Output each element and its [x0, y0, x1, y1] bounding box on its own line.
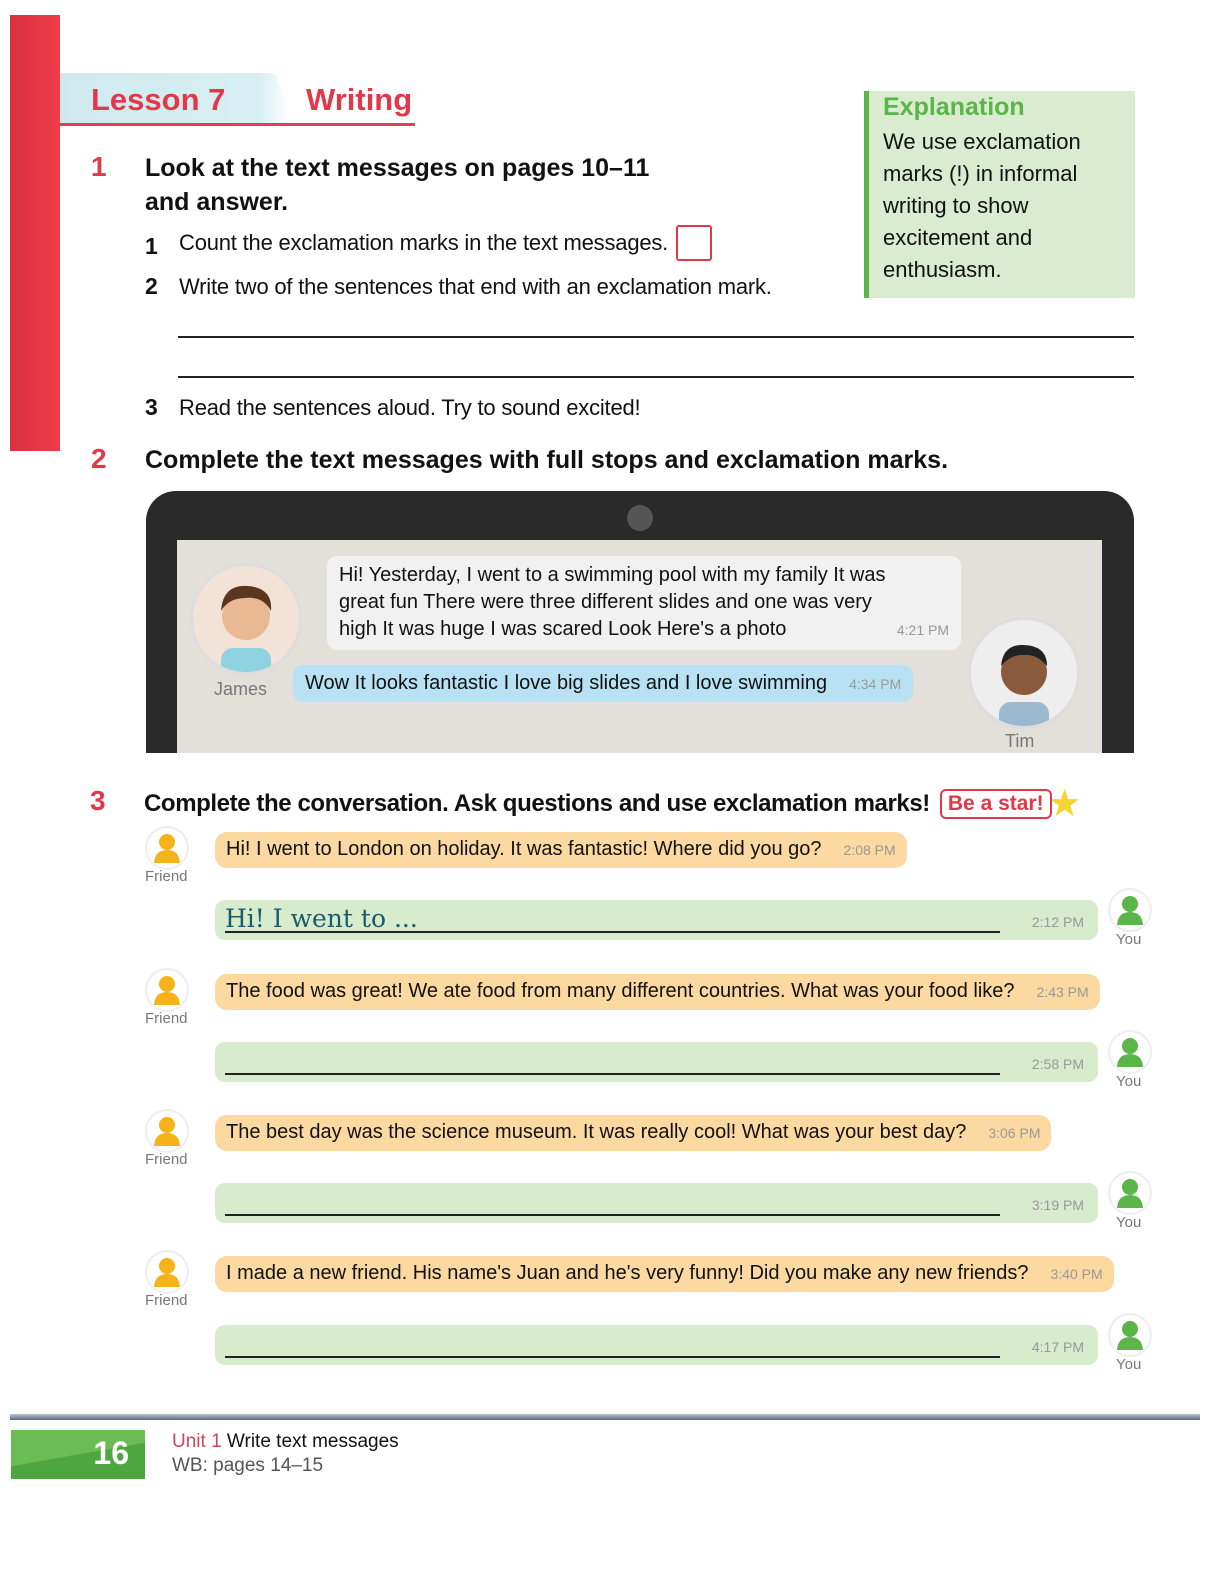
timestamp: 3:19 PM: [1031, 1197, 1084, 1213]
timestamp: 3:06 PM: [988, 1125, 1041, 1141]
exercise-number: 2: [91, 443, 107, 474]
timestamp: 3:40 PM: [1050, 1266, 1103, 1282]
your-reply-field[interactable]: [215, 1325, 1098, 1365]
message-text: I made a new friend. His name's Juan and he's very funny! Did you make any new friends?: [226, 1262, 1029, 1284]
explanation-text: [883, 126, 1121, 286]
timestamp: 2:43 PM: [1036, 984, 1089, 1000]
answer-line[interactable]: [178, 376, 1134, 378]
friend-avatar-icon: [145, 1109, 189, 1153]
answer-box[interactable]: [676, 225, 712, 261]
reply-text[interactable]: Hi! I went to ...: [225, 904, 418, 933]
friend-message-bubble: [215, 1256, 1114, 1292]
exercise-question: Look at the text messages on pages 10–11: [145, 154, 650, 182]
answer-line: [225, 1214, 1000, 1216]
your-reply-field[interactable]: [215, 1183, 1098, 1223]
timestamp: 4:21 PM: [896, 622, 949, 638]
page-title: Writing: [306, 82, 413, 117]
footer-rule: [10, 1414, 1200, 1420]
exercise-number: 1: [91, 151, 107, 182]
your-reply-field[interactable]: [215, 1042, 1098, 1082]
explanation-box: [864, 91, 1135, 298]
exercise-number: 3: [90, 785, 106, 816]
camera-icon: [627, 505, 653, 531]
message-bubble: [293, 665, 913, 702]
timestamp: 2:08 PM: [843, 842, 896, 858]
friend-avatar-icon: [145, 1250, 189, 1294]
message-text: The food was great! We ate food from many different countries. What was your food like?: [226, 980, 1015, 1002]
james-avatar: [190, 563, 302, 675]
item-text: Count the exclamation marks in the text messages.: [179, 230, 669, 255]
line: marks (!) in informal: [883, 161, 1078, 186]
answer-line[interactable]: [178, 336, 1134, 338]
exercise-question: and answer.: [145, 188, 289, 216]
item-number: 1: [145, 233, 158, 259]
unit-label: Unit 1: [172, 1431, 222, 1452]
message-bubble: [327, 556, 961, 650]
message-line: Hi! Yesterday, I went to a swimming pool with my family It was: [339, 564, 886, 586]
line: excitement and: [883, 225, 1033, 250]
answer-line: [225, 1356, 1000, 1358]
you-avatar-icon: [1108, 1030, 1152, 1074]
you-avatar-icon: [1108, 1313, 1152, 1357]
tim-avatar: [968, 617, 1080, 729]
you-label: You: [1116, 931, 1142, 948]
side-bar: [10, 15, 60, 451]
item-text: Read the sentences aloud. Try to sound excited!: [179, 395, 641, 420]
friend-label: Friend: [145, 1010, 188, 1027]
friend-message-bubble: [215, 974, 1100, 1010]
you-label: You: [1116, 1073, 1142, 1090]
page-number-tab: [11, 1430, 145, 1479]
message-line: great fun There were three different slides and one was very: [339, 591, 872, 613]
answer-line: [225, 1073, 1000, 1075]
friend-message-bubble: [215, 1115, 1051, 1151]
you-label: You: [1116, 1214, 1142, 1231]
james-label: James: [214, 679, 268, 699]
exercise-question: Complete the text messages with full stops and exclamation marks.: [145, 446, 949, 474]
item-text: Write two of the sentences that end with an exclamation mark.: [179, 274, 772, 299]
message-text: The best day was the science museum. It was really cool! What was your best day?: [226, 1121, 967, 1143]
exercise-3-heading: [144, 785, 1082, 823]
star-icon: ★: [1047, 783, 1082, 825]
line: We use exclamation: [883, 129, 1081, 154]
your-reply-field[interactable]: [215, 900, 1098, 940]
explanation-title: Explanation: [883, 93, 1025, 121]
friend-label: Friend: [145, 1292, 188, 1309]
lesson-label: Lesson 7: [91, 82, 226, 117]
badge-text: Be a star!: [947, 792, 1044, 815]
timestamp: 2:12 PM: [1031, 914, 1084, 930]
you-avatar-icon: [1108, 1171, 1152, 1215]
line: enthusiasm.: [883, 257, 1002, 282]
header-underline: [60, 123, 415, 126]
page-number: 16: [93, 1435, 129, 1471]
line: writing to show: [883, 193, 1029, 218]
message-text: Hi! I went to London on holiday. It was fantastic! Where did you go?: [226, 838, 822, 860]
friend-message-bubble: [215, 832, 907, 868]
item-number: 2: [145, 273, 158, 299]
unit-title: Write text messages: [226, 1431, 399, 1452]
timestamp: 2:58 PM: [1031, 1056, 1084, 1072]
be-a-star-badge: [940, 789, 1052, 819]
workbook-ref: WB: pages 14–15: [172, 1455, 324, 1476]
timestamp: 4:17 PM: [1031, 1339, 1084, 1355]
message-text: Wow It looks fantastic I love big slides and I love swimming: [305, 672, 828, 694]
you-avatar-icon: [1108, 888, 1152, 932]
message-line: high It was huge I was scared Look Here's a photo: [339, 618, 787, 640]
friend-avatar-icon: [145, 826, 189, 870]
item-number: 3: [145, 394, 158, 420]
exercise-question: Complete the conversation. Ask questions and use exclamation marks!: [144, 790, 930, 817]
friend-avatar-icon: [145, 968, 189, 1012]
friend-label: Friend: [145, 868, 188, 885]
friend-label: Friend: [145, 1151, 188, 1168]
tim-label: Tim: [1005, 731, 1035, 751]
you-label: You: [1116, 1356, 1142, 1373]
timestamp: 4:34 PM: [849, 676, 902, 692]
